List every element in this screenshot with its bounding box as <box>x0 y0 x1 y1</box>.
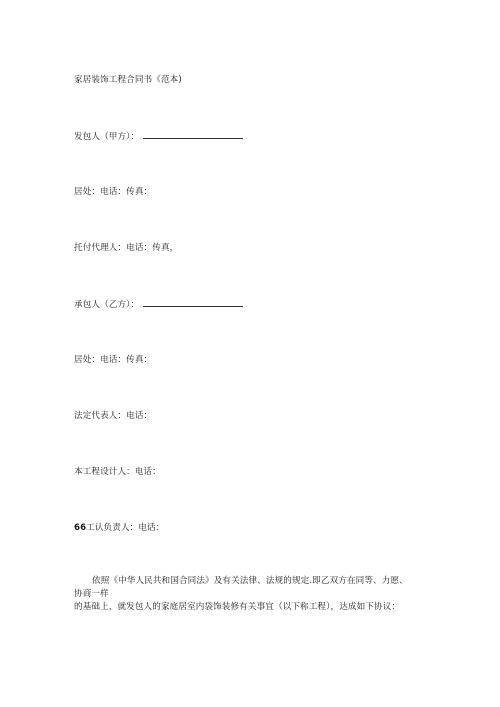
field-employer-label: 发包人（甲方）： <box>74 132 140 142</box>
intro-paragraph <box>74 575 414 614</box>
field-agent: 托付代理人：电话：传真， <box>74 243 179 253</box>
field-employer <box>74 130 243 143</box>
field-contractor-label: 承包人（乙方）： <box>74 300 140 310</box>
field-contractor <box>74 298 243 311</box>
document-title: 家居装饰工程合同书《范本) <box>74 75 182 85</box>
field-contractor-address: 居处：电话：传真： <box>74 355 153 365</box>
field-contractor-blank <box>143 298 243 307</box>
field-employer-blank <box>143 130 243 139</box>
intro-line-1-text: 依照《中华人民共和国合同法》及有关法律、法规的规定.即乙双方在同等、力愿、协商一样 <box>74 576 408 599</box>
intro-paragraph-line-2: 的基础上，就发包人的家庭居室内袋饰装修有关事宜（以下称工程），达成如下协议： <box>74 602 401 612</box>
field-supervisor-label: 工认负责人：电话： <box>86 523 165 533</box>
field-legal-rep: 法定代表人：电话： <box>74 411 153 421</box>
field-employer-address: 居处：电话：传真： <box>74 187 153 197</box>
intro-paragraph-line-1 <box>74 575 414 601</box>
field-designer: 本工程设计人：电话： <box>74 467 161 477</box>
field-supervisor-prefix: 66 <box>74 523 87 533</box>
field-supervisor <box>74 522 164 534</box>
